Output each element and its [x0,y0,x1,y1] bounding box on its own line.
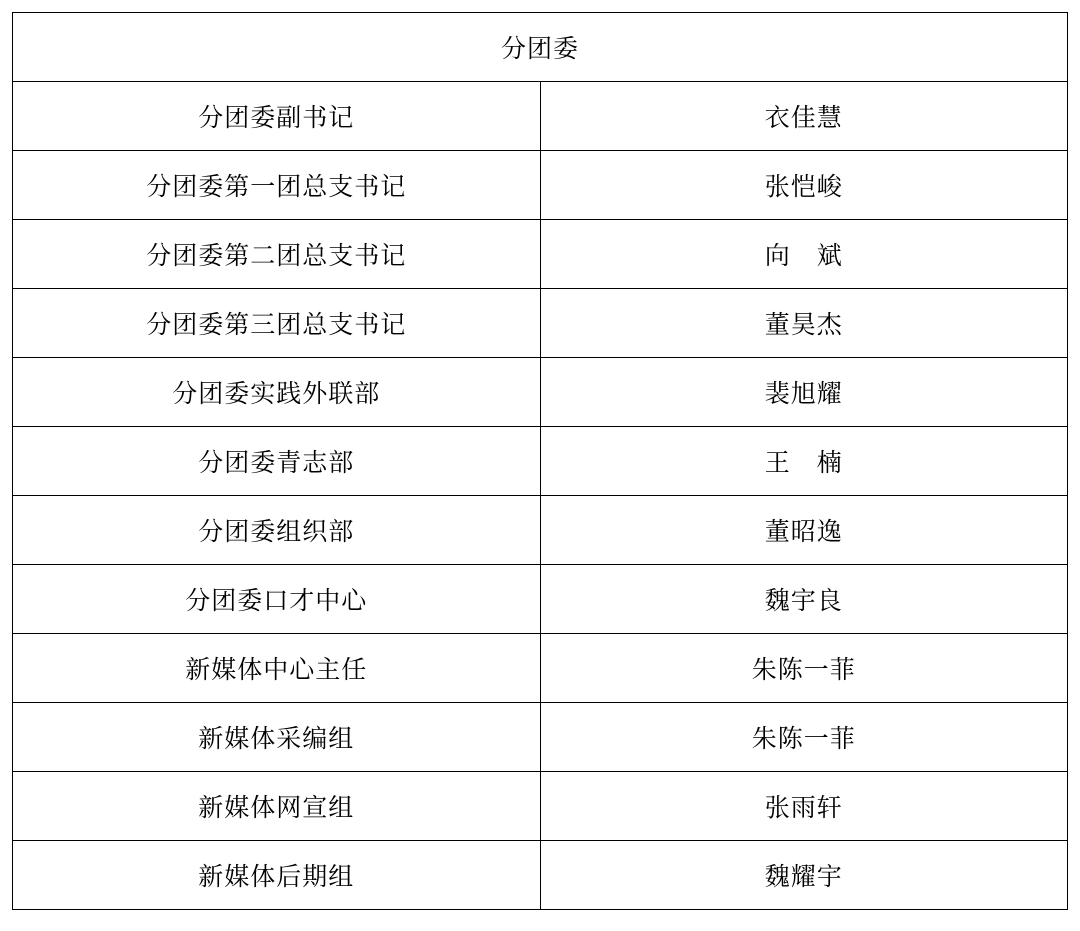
table-row [13,565,1068,634]
table-row [13,289,1068,358]
table-row [13,82,1068,151]
table-row [13,358,1068,427]
name-cell: 王 楠 [540,427,1068,496]
role-cell: 分团委青志部 [13,427,541,496]
name-cell: 张雨轩 [540,772,1068,841]
table-title-row [13,13,1068,82]
organization-roster-table [12,12,1068,910]
role-cell: 新媒体中心主任 [13,634,541,703]
table-title: 分团委 [13,13,1068,82]
role-cell: 新媒体采编组 [13,703,541,772]
table-body [13,13,1068,910]
name-cell: 张恺峻 [540,151,1068,220]
role-cell: 分团委组织部 [13,496,541,565]
role-cell: 分团委副书记 [13,82,541,151]
table-row [13,634,1068,703]
name-cell: 朱陈一菲 [540,703,1068,772]
table-row [13,841,1068,910]
table-row [13,703,1068,772]
role-cell: 分团委实践外联部 [13,358,541,427]
table-row [13,772,1068,841]
role-cell: 新媒体后期组 [13,841,541,910]
role-cell: 分团委第一团总支书记 [13,151,541,220]
table-row [13,496,1068,565]
name-cell: 向 斌 [540,220,1068,289]
role-cell: 分团委第二团总支书记 [13,220,541,289]
name-cell: 魏耀宇 [540,841,1068,910]
role-cell: 分团委口才中心 [13,565,541,634]
name-cell: 朱陈一菲 [540,634,1068,703]
name-cell: 衣佳慧 [540,82,1068,151]
name-cell: 董昭逸 [540,496,1068,565]
role-cell: 新媒体网宣组 [13,772,541,841]
role-cell: 分团委第三团总支书记 [13,289,541,358]
name-cell: 魏宇良 [540,565,1068,634]
table-row [13,427,1068,496]
table-row [13,151,1068,220]
name-cell: 裴旭耀 [540,358,1068,427]
name-cell: 董昊杰 [540,289,1068,358]
table-row [13,220,1068,289]
